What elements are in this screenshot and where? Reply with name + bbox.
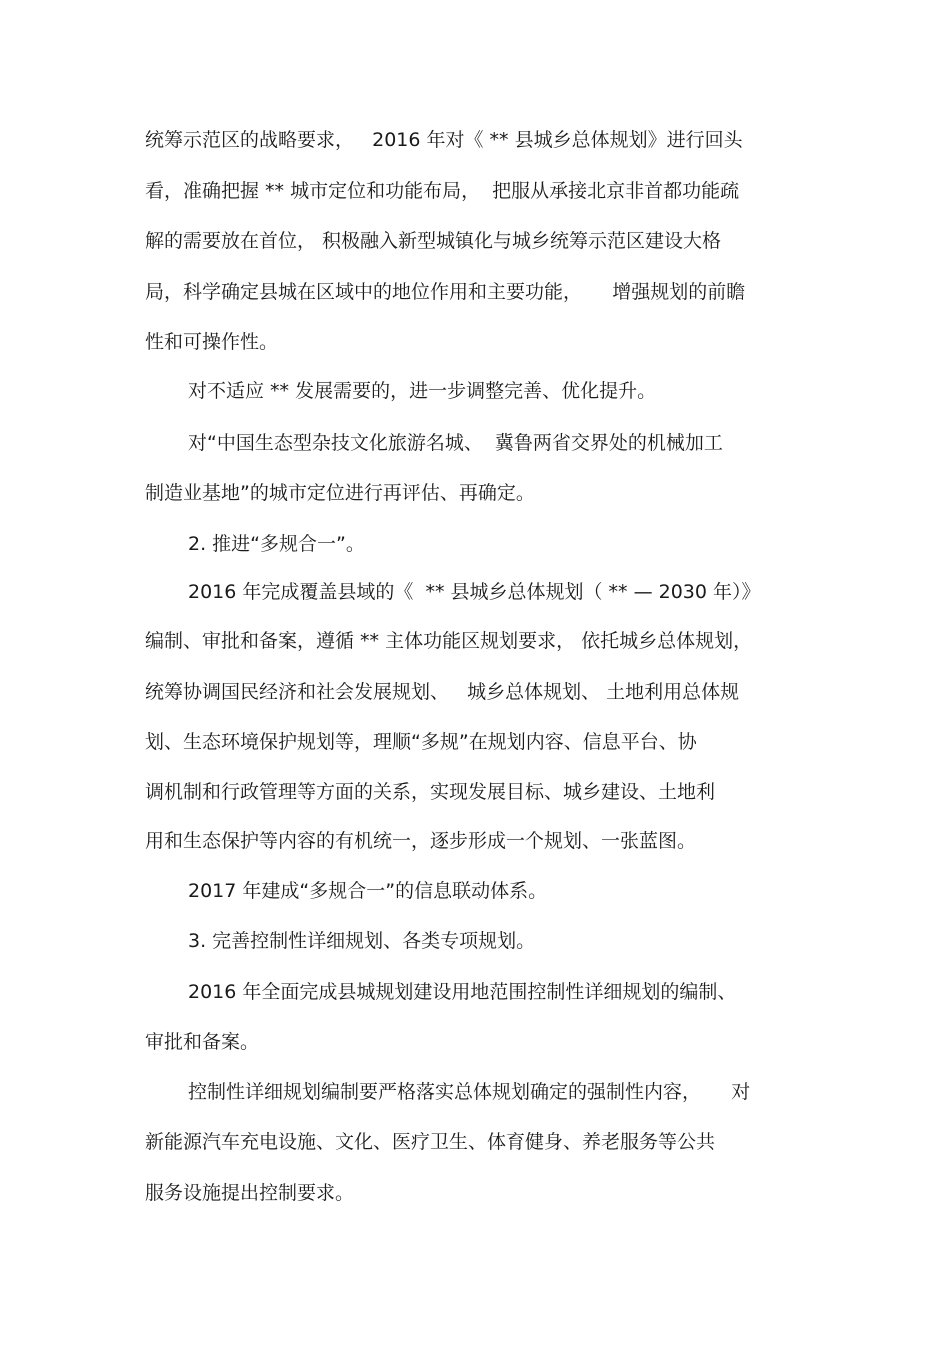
text-line: 划、生态环境保护规划等，理顺“多规”在规划内容、信息平台、协 bbox=[145, 731, 697, 753]
text-line: 解的需要放在首位， 积极融入新型城镇化与城乡统筹示范区建设大格 bbox=[145, 230, 722, 252]
text-line: 对不适应 ** 发展需要的，进一步调整完善、优化提升。 bbox=[188, 380, 657, 402]
text-line: 控制性详细规划编制要严格落实总体规划确定的强制性内容， 对 bbox=[188, 1081, 751, 1103]
text-line: 用和生态保护等内容的有机统一，逐步形成一个规划、一张蓝图。 bbox=[145, 830, 697, 852]
text-line: 看，准确把握 ** 城市定位和功能布局， 把服从承接北京非首都功能疏 bbox=[145, 180, 740, 202]
section-heading: 2. 推进“多规合一”。 bbox=[188, 533, 365, 555]
text-line: 2016 年完成覆盖县域的《 ** 县城乡总体规划（ ** — 2030 年）》 bbox=[188, 581, 761, 603]
text-line: 编制、审批和备案，遵循 ** 主体功能区规划要求， 依托城乡总体规划， bbox=[145, 630, 753, 652]
text-line: 服务设施提出控制要求。 bbox=[145, 1182, 355, 1204]
text-line: 性和可操作性。 bbox=[145, 331, 279, 353]
text-line: 新能源汽车充电设施、文化、医疗卫生、体育健身、养老服务等公共 bbox=[145, 1131, 716, 1153]
text-line: 对“中国生态型杂技文化旅游名城、 冀鲁两省交界处的机械加工 bbox=[188, 432, 723, 454]
text-line: 局，科学确定县城在区域中的地位作用和主要功能， 增强规划的前瞻 bbox=[145, 281, 746, 303]
text-line: 统筹协调国民经济和社会发展规划、 城乡总体规划、 土地利用总体规 bbox=[145, 681, 740, 703]
text-line: 统筹示范区的战略要求， 2016 年对《 ** 县城乡总体规划》进行回头 bbox=[145, 129, 743, 151]
text-line: 审批和备案。 bbox=[145, 1031, 260, 1053]
text-line: 2017 年建成“多规合一”的信息联动体系。 bbox=[188, 880, 548, 902]
section-heading: 3. 完善控制性详细规划、各类专项规划。 bbox=[188, 930, 536, 952]
text-line: 制造业基地”的城市定位进行再评估、再确定。 bbox=[145, 482, 535, 504]
text-line: 2016 年全面完成县城规划建设用地范围控制性详细规划的编制、 bbox=[188, 981, 737, 1003]
text-line: 调机制和行政管理等方面的关系，实现发展目标、城乡建设、土地利 bbox=[145, 781, 716, 803]
